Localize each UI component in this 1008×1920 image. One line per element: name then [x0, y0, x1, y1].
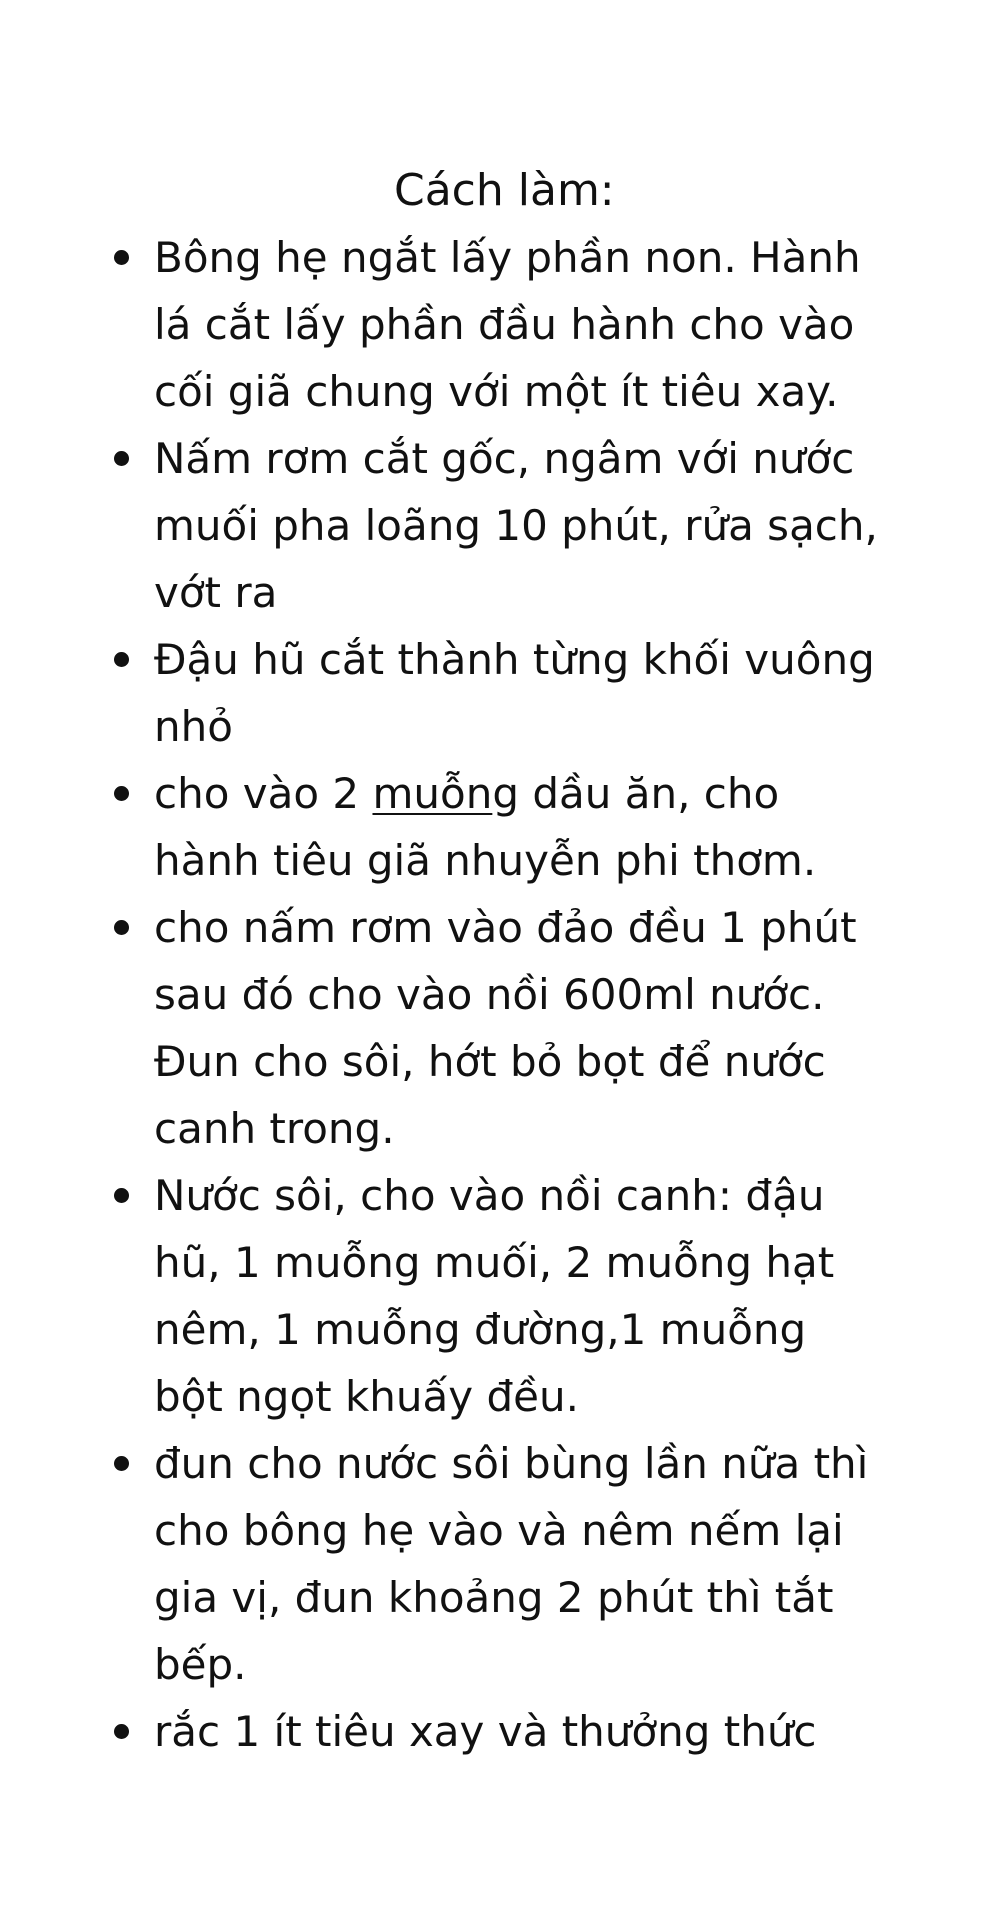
- list-item-step-7: [0, 1430, 1008, 1698]
- step-text-segment: g dầu ăn, cho: [492, 769, 780, 818]
- step-text-line: đun cho nước sôi bùng lần nữa thì: [154, 1439, 869, 1488]
- underlined-word: muỗn: [372, 769, 493, 818]
- step-text-line: sau đó cho vào nồi 600ml nước.: [154, 970, 825, 1019]
- list-item-step-1: [0, 224, 1008, 425]
- bullet-icon: [114, 1456, 129, 1471]
- list-item-step-5: [0, 894, 1008, 1162]
- list-item-step-6: [0, 1162, 1008, 1430]
- step-text-line: Bông hẹ ngắt lấy phần non. Hành: [154, 233, 861, 282]
- steps-list: [0, 224, 1008, 1765]
- step-text-segment: cho vào 2: [154, 769, 373, 818]
- list-item-step-4: [0, 760, 1008, 894]
- step-text-line: vớt ra: [154, 568, 278, 617]
- step-text-line: nêm, 1 muỗng đường,1 muỗng: [154, 1305, 807, 1354]
- step-text-line: cho bông hẹ vào và nêm nếm lại: [154, 1506, 844, 1555]
- step-text-line: muối pha loãng 10 phút, rửa sạch,: [154, 501, 878, 550]
- bullet-icon: [114, 652, 129, 667]
- step-text-line: cối giã chung với một ít tiêu xay.: [154, 367, 839, 416]
- recipe-document: [0, 158, 1008, 1765]
- step-text-line: lá cắt lấy phần đầu hành cho vào: [154, 300, 855, 349]
- step-text-line: bếp.: [154, 1640, 247, 1689]
- bullet-icon: [114, 1188, 129, 1203]
- bullet-icon: [114, 920, 129, 935]
- step-text-line: Nước sôi, cho vào nồi canh: đậu: [154, 1171, 825, 1220]
- page-title: Cách làm:: [394, 165, 615, 216]
- list-item-step-2: [0, 425, 1008, 626]
- step-text-line: rắc 1 ít tiêu xay và thưởng thức: [154, 1707, 817, 1756]
- bullet-icon: [114, 250, 129, 265]
- step-text-line: [154, 760, 938, 827]
- list-item-step-3: [0, 626, 1008, 760]
- bullet-icon: [114, 451, 129, 466]
- step-text-line: nhỏ: [154, 702, 233, 751]
- step-text-line: Nấm rơm cắt gốc, ngâm với nước: [154, 434, 855, 483]
- step-text-line: Đun cho sôi, hớt bỏ bọt để nước: [154, 1037, 826, 1086]
- step-text-line: bột ngọt khuấy đều.: [154, 1372, 579, 1421]
- list-item-step-8: [0, 1698, 1008, 1765]
- bullet-icon: [114, 786, 129, 801]
- step-text-line: hành tiêu giã nhuyễn phi thơm.: [154, 836, 817, 885]
- step-text-line: cho nấm rơm vào đảo đều 1 phút: [154, 903, 857, 952]
- step-text-line: canh trong.: [154, 1104, 395, 1153]
- step-text-line: Đậu hũ cắt thành từng khối vuông: [154, 635, 875, 684]
- step-text-line: hũ, 1 muỗng muối, 2 muỗng hạt: [154, 1238, 835, 1287]
- step-text-line: gia vị, đun khoảng 2 phút thì tắt: [154, 1573, 834, 1622]
- bullet-icon: [114, 1724, 129, 1739]
